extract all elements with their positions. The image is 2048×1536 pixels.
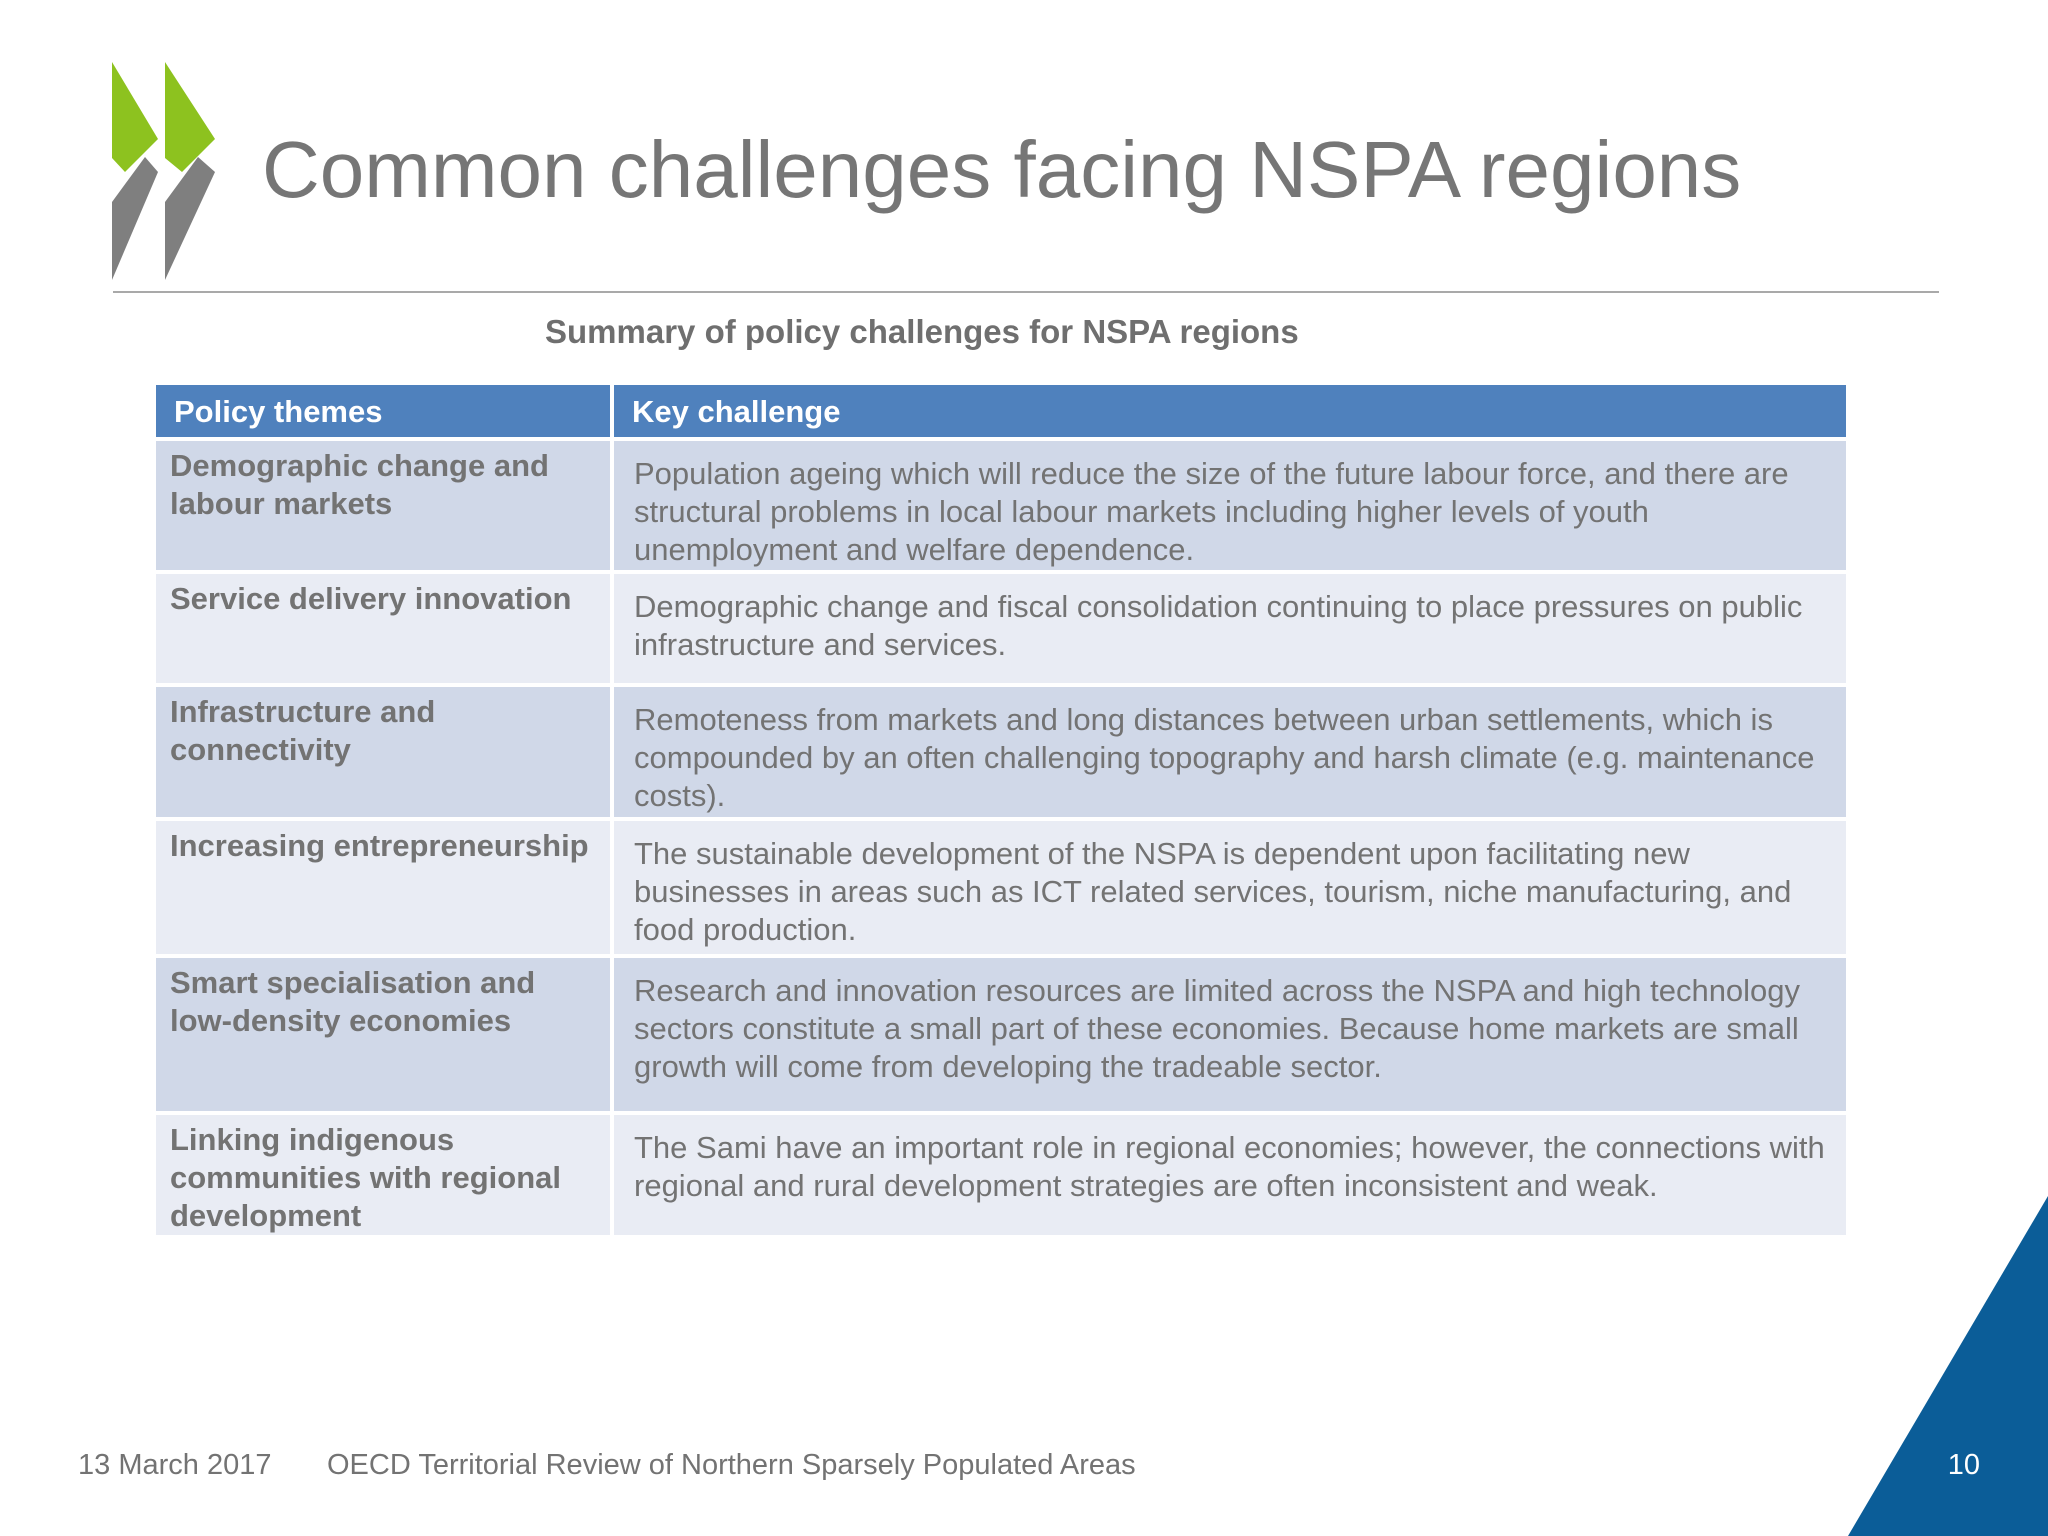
logo-chevron-green-right: [165, 62, 215, 172]
challenge-cell: Remoteness from markets and long distances between urban settlements, which is compounded by an often challenging topography and harsh climate (e.g. maintenance costs).: [612, 685, 1848, 819]
title-divider: [113, 291, 1939, 293]
challenge-cell: Research and innovation resources are limited across the NSPA and high technology sectors constitute a small part of these economies. Because home markets are small growth will come from developing the tradeable sector.: [612, 956, 1848, 1113]
table-row: [154, 572, 1848, 685]
table-row: [154, 685, 1848, 819]
theme-cell: Infrastructure and connectivity: [154, 685, 612, 819]
table-row: [154, 439, 1848, 572]
challenge-cell: Population ageing which will reduce the size of the future labour force, and there are structural problems in local labour markets including higher levels of youth unemployment and welfare dependence.: [612, 439, 1848, 572]
logo-chevron-grey-right: [165, 157, 215, 280]
column-header-policy-themes: Policy themes: [154, 383, 612, 439]
theme-cell: Service delivery innovation: [154, 572, 612, 685]
theme-cell: Demographic change and labour markets: [154, 439, 612, 572]
page-number: 10: [1947, 1449, 1980, 1481]
challenge-cell: The sustainable development of the NSPA is dependent upon facilitating new businesses in areas such as ICT related services, tourism, niche manufacturing, and food production.: [612, 819, 1848, 956]
table-row: [154, 956, 1848, 1113]
oecd-chevrons-logo-icon: [110, 62, 220, 280]
slide-title: Common challenges facing NSPA regions: [262, 125, 1742, 214]
theme-cell: Linking indigenous communities with regional development: [154, 1113, 612, 1237]
footer-date: 13 March 2017: [78, 1449, 272, 1481]
table-row: [154, 819, 1848, 956]
logo-chevron-grey-left: [112, 157, 158, 280]
table-header-row: [154, 383, 1848, 439]
logo-chevron-green-left: [112, 62, 158, 172]
theme-cell: Smart specialisation and low-density economies: [154, 956, 612, 1113]
policy-challenges-table: [152, 381, 1850, 1239]
challenge-cell: The Sami have an important role in regional economies; however, the connections with regional and rural development strategies are often inconsistent and weak.: [612, 1113, 1848, 1237]
table-caption: Summary of policy challenges for NSPA regions: [545, 313, 1299, 350]
table-row: [154, 1113, 1848, 1237]
column-header-key-challenge: Key challenge: [612, 383, 1848, 439]
theme-cell: Increasing entrepreneurship: [154, 819, 612, 956]
challenge-cell: Demographic change and fiscal consolidation continuing to place pressures on public infrastructure and services.: [612, 572, 1848, 685]
corner-triangle-decoration: [1798, 1196, 2048, 1536]
footer-title: OECD Territorial Review of Northern Sparsely Populated Areas: [327, 1449, 1136, 1481]
